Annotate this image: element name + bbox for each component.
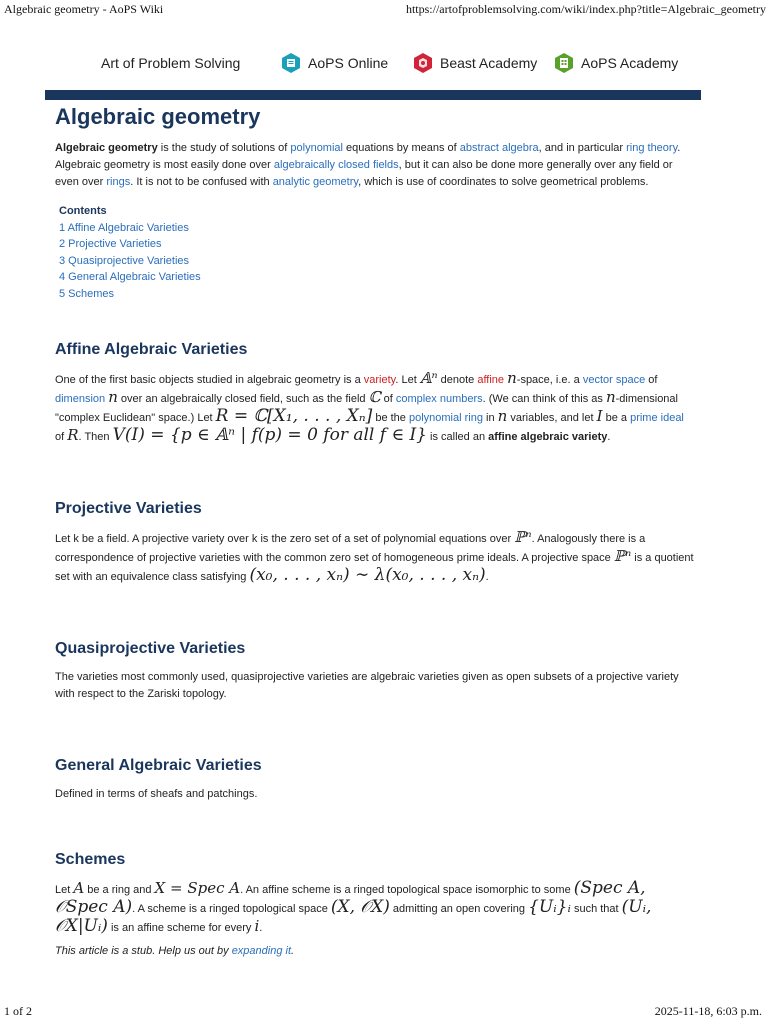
projective-text: .: [485, 570, 489, 583]
affine-paragraph: [55, 370, 695, 446]
schemes-text: . An affine scheme is a ringed topological space isomorphic to some: [240, 883, 574, 896]
print-title: Algebraic geometry - AoPS Wiki: [4, 2, 164, 16]
link-rings[interactable]: rings: [106, 176, 131, 188]
schemes-text: .: [259, 921, 263, 934]
affine-text: . Then: [78, 430, 113, 443]
schemes-text: . A scheme is a ringed topological space: [132, 902, 331, 915]
intro-text: , but it can also be done more generally over any field or even over: [55, 159, 673, 188]
stub-text: .: [291, 944, 295, 957]
link-prime-ideal[interactable]: prime ideal: [630, 411, 684, 424]
math-n: n: [507, 368, 517, 387]
top-navigation: [0, 48, 768, 80]
link-polynomial-ring[interactable]: polynomial ring: [408, 411, 483, 424]
link-polynomial[interactable]: polynomial: [290, 142, 343, 154]
general-paragraph: Defined in terms of sheafs and patchings.: [55, 787, 258, 800]
print-footer: [4, 1004, 762, 1020]
schemes-paragraph: [55, 877, 695, 937]
affine-text: of: [380, 392, 396, 405]
quasiprojective-paragraph: The varieties most commonly used, quasiprojective varieties are algebraic varieties given as open subsets of a projective variety with respect to the Zariski topology.: [55, 670, 679, 700]
print-datetime: 2025-11-18, 6:03 p.m.: [654, 1004, 762, 1018]
math-equivalence: (x₀, . . . , xₙ) ∼ λ(x₀, . . . , xₙ): [249, 564, 486, 585]
toc-item-schemes[interactable]: 5 Schemes: [59, 287, 115, 300]
affine-text: -space, i.e. a: [516, 373, 583, 386]
projective-paragraph: [55, 529, 695, 586]
link-expanding-it[interactable]: expanding it: [231, 944, 292, 957]
schemes-text: is an affine scheme for every: [107, 921, 255, 934]
toc-item-quasiprojective[interactable]: 3 Quasiprojective Varieties: [59, 254, 190, 267]
affine-text: of: [55, 430, 68, 443]
affine-bold-term: affine algebraic variety: [488, 430, 608, 443]
projective-text: . Analogously there is a correspondence of projective varieties with the common zero set of homogeneous prime ideals. A projective space: [55, 532, 646, 564]
math-ringed-space: (X, 𝒪X): [330, 896, 390, 917]
affine-text: in: [482, 411, 498, 424]
intro-text: equations by means of: [342, 142, 460, 154]
toc-title: Contents: [59, 205, 107, 217]
heading-schemes: Schemes: [55, 850, 126, 868]
link-variety[interactable]: variety: [363, 373, 396, 386]
math-affine-scheme: (Spec A, 𝒪Spec A): [55, 877, 646, 917]
heading-projective: Projective Varieties: [55, 499, 202, 517]
intro-text: , which is use of coordinates to solve geometrical problems.: [358, 176, 649, 188]
affine-text: is called an: [427, 430, 489, 443]
heading-general: General Algebraic Varieties: [55, 756, 262, 774]
math-affine-space: 𝔸ⁿ: [419, 368, 438, 387]
page-title: Algebraic geometry: [55, 104, 261, 129]
affine-text: be the: [372, 411, 409, 424]
toc-item-general[interactable]: 4 General Algebraic Varieties: [59, 271, 201, 284]
intro-text: . It is not to be confused with: [130, 176, 273, 188]
schemes-text: admitting an open covering: [389, 902, 529, 915]
heading-quasiprojective: Quasiprojective Varieties: [55, 639, 246, 657]
link-affine[interactable]: affine: [477, 373, 505, 386]
math-ring-r: R: [67, 425, 79, 444]
intro-text: . Algebraic geometry is most easily done over: [55, 142, 681, 171]
aops-online-icon: [280, 52, 302, 74]
schemes-text: be a ring and: [84, 883, 155, 896]
header-bar: [45, 90, 701, 100]
affine-text: One of the first basic objects studied in algebraic geometry is a: [55, 373, 364, 386]
affine-text: denote: [437, 373, 478, 386]
toc-item-projective[interactable]: 2 Projective Varieties: [59, 238, 162, 251]
math-local-scheme: (Uᵢ, 𝒪X|Uᵢ): [55, 896, 652, 936]
math-n: n: [605, 387, 616, 406]
link-algebraically-closed-fields[interactable]: algebraically closed fields: [273, 159, 399, 171]
affine-text: over an algebraically closed field, such as the field: [117, 392, 369, 405]
math-spec-a: X = Spec A: [154, 878, 241, 897]
affine-text: . (We can think of this as: [482, 392, 606, 405]
math-variety-definition: V(I) = {p ∈ 𝔸ⁿ | f(p) = 0 for all f ∈ I}: [112, 424, 427, 445]
stub-notice: [55, 943, 695, 960]
math-projective-space: ℙⁿ: [514, 527, 532, 546]
beast-academy-icon: [412, 52, 434, 74]
stub-text: This article is a stub. Help us out by: [55, 944, 232, 957]
math-ring-a: A: [73, 878, 85, 897]
link-ring-theory[interactable]: ring theory: [626, 142, 678, 154]
intro-paragraph: [55, 140, 695, 191]
math-n: n: [108, 387, 118, 406]
link-complex-numbers[interactable]: complex numbers: [395, 392, 483, 405]
print-header: [4, 2, 766, 18]
affine-text: of: [645, 373, 658, 386]
aops-academy-icon: [553, 52, 575, 74]
nav-aops-academy[interactable]: [553, 50, 678, 76]
schemes-text: Let: [55, 883, 74, 896]
math-polynomial-ring: R = ℂ[X₁, . . . , Xₙ]: [215, 405, 373, 426]
nav-aops-online[interactable]: [280, 50, 388, 76]
print-url: https://artofproblemsolving.com/wiki/index.php?title=Algebraic_geometry: [405, 2, 766, 16]
affine-text: -dimensional "complex Euclidean" space.) Let: [55, 392, 678, 424]
affine-text: be a: [602, 411, 631, 424]
math-ideal-i: I: [596, 406, 603, 425]
nav-aops-academy-label: AoPS Academy: [581, 55, 679, 71]
schemes-text: such that: [570, 902, 622, 915]
heading-affine: Affine Algebraic Varieties: [55, 340, 248, 358]
math-n: n: [497, 406, 508, 425]
link-dimension[interactable]: dimension: [55, 392, 106, 405]
affine-text: .: [607, 430, 611, 443]
math-index-i: i: [254, 916, 260, 935]
link-abstract-algebra[interactable]: abstract algebra: [459, 142, 539, 154]
link-vector-space[interactable]: vector space: [582, 373, 646, 386]
projective-text: Let k be a field. A projective variety over k is the zero set of a set of polynomial equations over: [55, 532, 515, 545]
math-projective-space: ℙⁿ: [613, 546, 632, 565]
nav-beast-academy-label: Beast Academy: [440, 55, 538, 71]
table-of-contents: [59, 203, 695, 303]
intro-bold-term: Algebraic geometry: [55, 142, 158, 154]
intro-text: is the study of solutions of: [157, 142, 291, 154]
math-open-covering: {Uᵢ}ᵢ: [528, 896, 571, 917]
nav-beast-academy[interactable]: [412, 50, 537, 76]
print-page-number: 1 of 2: [4, 1004, 32, 1018]
article-content: [55, 102, 695, 960]
toc-item-affine[interactable]: 1 Affine Algebraic Varieties: [59, 221, 189, 234]
math-complex-field: ℂ: [368, 387, 381, 406]
affine-text: variables, and let: [507, 411, 597, 424]
projective-text: is a quotient set with an equivalence class satisfying: [55, 551, 694, 583]
affine-text: . Let: [395, 373, 420, 386]
link-analytic-geometry[interactable]: analytic geometry: [272, 176, 359, 188]
intro-text: , and in particular: [538, 142, 627, 154]
site-name-link[interactable]: Art of Problem Solving: [101, 55, 241, 71]
nav-aops-online-label: AoPS Online: [308, 55, 389, 71]
